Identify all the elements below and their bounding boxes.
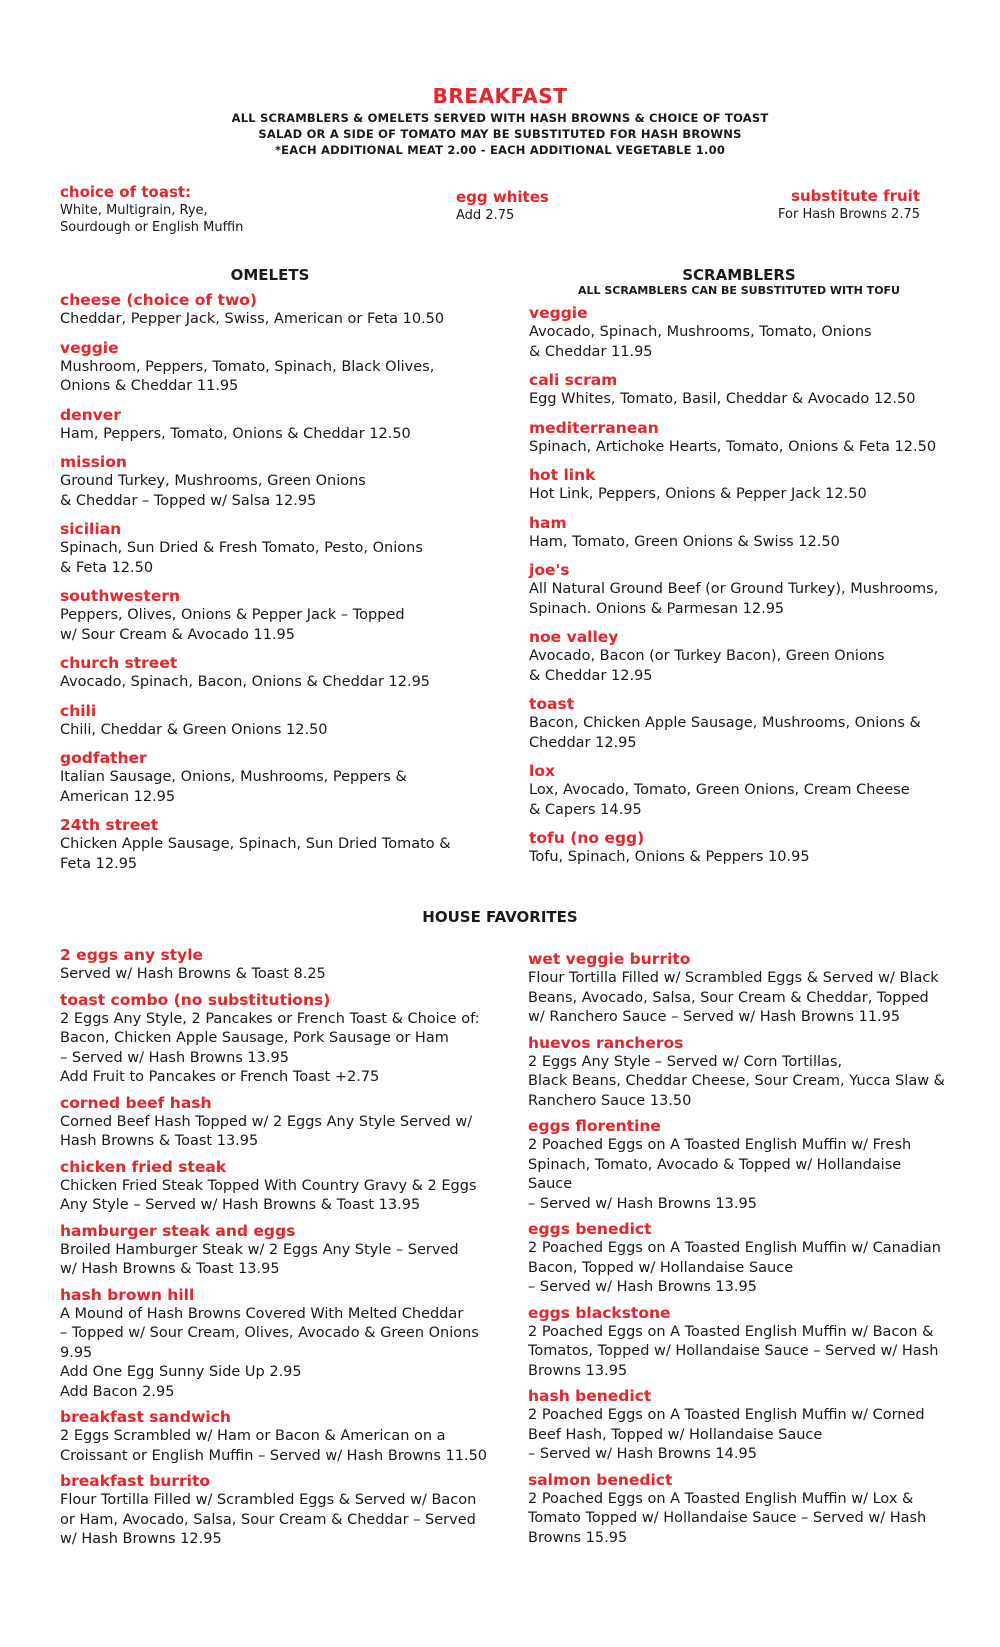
menu-item-description: Flour Tortilla Filled w/ Scrambled Eggs & Served w/ Bacon or Ham, Avocado, Salsa, Sour Cream & Cheddar – Served w/ Hash Browns 12.95 <box>60 1492 477 1547</box>
menu-item-name: corned beef hash <box>60 1093 212 1112</box>
menu-item-description: Avocado, Spinach, Mushrooms, Tomato, Onions & Cheddar 11.95 <box>529 324 872 360</box>
menu-item-description: All Natural Ground Beef (or Ground Turkey), Mushrooms, Spinach. Onions & Parmesan 12.95 <box>529 581 939 617</box>
menu-item <box>529 828 949 868</box>
menu-item-description: Mushroom, Peppers, Tomato, Spinach, Black Olives, Onions & Cheddar 11.95 <box>60 358 435 394</box>
menu-item <box>529 465 949 505</box>
menu-item-description: Ham, Tomato, Green Onions & Swiss 12.50 <box>529 533 840 550</box>
menu-item <box>528 1116 948 1214</box>
menu-item-description: Ham, Peppers, Tomato, Onions & Cheddar 12.50 <box>60 425 411 442</box>
menu-item-name: veggie <box>60 338 119 357</box>
menu-item-description: 2 Eggs Any Style – Served w/ Corn Tortillas, Black Beans, Cheddar Cheese, Sour Cream, Yucca Slaw & Ranchero Sauce 13.50 <box>528 1053 945 1109</box>
menu-item-description: 2 Poached Eggs on A Toasted English Muffin w/ Bacon & Tomatos, Topped w/ Hollandaise Sauce – Served w/ Hash Browns 13.95 <box>528 1323 939 1379</box>
menu-item-description: 2 Poached Eggs on A Toasted English Muffin w/ Lox & Tomato Topped w/ Hollandaise Sauce – Served w/ Hash Browns 15.95 <box>528 1490 927 1546</box>
menu-item <box>528 949 948 1028</box>
menu-item-description: Tofu, Spinach, Onions & Peppers 10.95 <box>529 849 810 865</box>
menu-item-description: 2 Poached Eggs on A Toasted English Muffin w/ Canadian Bacon, Topped w/ Hollandaise Sauce – Served w/ Hash Browns 13.95 <box>528 1240 942 1295</box>
menu-item-description: Italian Sausage, Onions, Mushrooms, Peppers & American 12.95 <box>60 769 407 805</box>
menu-item <box>529 761 949 820</box>
menu-item-name: toast combo (no substitutions) <box>60 990 331 1009</box>
section-heading: OMELETS <box>230 266 310 284</box>
menu-item <box>60 701 480 741</box>
menu-item-description: Bacon, Chicken Apple Sausage, Mushrooms, Onions & Cheddar 12.95 <box>529 715 921 751</box>
menu-item-name: church street <box>60 654 178 672</box>
menu-item-name: 2 eggs any style <box>60 946 204 964</box>
option-title: choice of toast: <box>60 183 192 201</box>
menu-item-name: eggs blackstone <box>528 1303 671 1322</box>
menu-item <box>60 405 480 445</box>
omelets-list <box>60 290 480 874</box>
menu-item-description: Corned Beef Hash Topped w/ 2 Eggs Any Style Served w/ Hash Browns & Toast 13.95 <box>60 1113 473 1149</box>
menu-item-name: chili <box>60 701 97 720</box>
section-note: ALL SCRAMBLERS CAN BE SUBSTITUTED WITH TOFU <box>577 284 900 297</box>
option-desc: For Hash Browns 2.75 <box>778 207 920 222</box>
menu-item <box>528 1386 948 1465</box>
menu-item-name: hash brown hill <box>60 1285 195 1304</box>
menu-item-name: joe's <box>529 561 570 579</box>
menu-item-name: wet veggie burrito <box>528 950 691 968</box>
header-note-3: *EACH ADDITIONAL MEAT 2.00 - EACH ADDITIONAL VEGETABLE 1.00 <box>274 143 726 157</box>
menu-item-description: Chicken Fried Steak Topped With Country Gravy & 2 Eggs Any Style – Served w/ Hash Browns & Toast 13.95 <box>60 1177 477 1213</box>
menu-item <box>60 990 500 1088</box>
menu-item-name: huevos rancheros <box>528 1033 684 1052</box>
menu-item-description: Egg Whites, Tomato, Basil, Cheddar & Avocado 12.50 <box>529 391 916 407</box>
menu-item <box>60 452 480 511</box>
menu-item <box>60 519 480 578</box>
menu-item-description: A Mound of Hash Browns Covered With Melted Cheddar – Topped w/ Sour Cream, Olives, Avocado & Green Onions 9.95 Add One Egg Sunny Side Up 2.95 Add Bacon 2.95 <box>60 1305 479 1400</box>
menu-item <box>60 1221 500 1280</box>
menu-item-description: Cheddar, Pepper Jack, Swiss, American or Feta 10.50 <box>60 311 445 327</box>
menu-item-description: Hot Link, Peppers, Onions & Pepper Jack 12.50 <box>529 486 867 502</box>
menu-item-name: chicken fried steak <box>60 1157 227 1176</box>
menu-item-description: 2 Poached Eggs on A Toasted English Muffin w/ Fresh Spinach, Tomato, Avocado & Topped w/ Hollandaise Sauce – Served w/ Hash Browns 13.95 <box>528 1137 912 1212</box>
menu-item <box>60 945 500 985</box>
menu-item <box>528 1219 948 1298</box>
option-desc: White, Multigrain, Rye, Sourdough or English Muffin <box>60 203 244 235</box>
menu-item-name: mediterranean <box>529 418 659 437</box>
menu-item-description: Served w/ Hash Browns & Toast 8.25 <box>60 966 326 982</box>
menu-item-description: Broiled Hamburger Steak w/ 2 Eggs Any Style – Served w/ Hash Browns & Toast 13.95 <box>60 1241 459 1277</box>
menu-item-name: eggs benedict <box>528 1220 652 1238</box>
menu-item-description: Flour Tortilla Filled w/ Scrambled Eggs & Served w/ Black Beans, Avocado, Salsa, Sour Cream & Cheddar, Topped w/ Ranchero Sauce – Served w/ Hash Browns 11.95 <box>528 970 939 1025</box>
menu-item-name: cheese (choice of two) <box>60 291 257 309</box>
favorites-list-right <box>528 949 948 1548</box>
menu-item <box>528 1470 948 1549</box>
menu-item <box>529 560 949 619</box>
menu-item <box>529 303 949 362</box>
omelets-section <box>60 266 480 882</box>
option-choice-of-toast <box>60 183 300 236</box>
menu-item-description: 2 Eggs Any Style, 2 Pancakes or French Toast & Choice of: Bacon, Chicken Apple Sausage, Pork Sausage or Ham – Served w/ Hash Browns 13.95 Add Fruit to Pancakes or French Toast +2.75 <box>60 1010 480 1085</box>
menu-item-description: Avocado, Spinach, Bacon, Onions & Cheddar 12.95 <box>60 674 431 690</box>
menu-item-description: Chicken Apple Sausage, Spinach, Sun Dried Tomato & Feta 12.95 <box>60 836 451 872</box>
scramblers-section <box>529 266 949 876</box>
menu-item-name: denver <box>60 405 121 424</box>
menu-item-name: breakfast sandwich <box>60 1408 231 1426</box>
menu-item <box>529 694 949 753</box>
menu-item-description: Ground Turkey, Mushrooms, Green Onions & Cheddar – Topped w/ Salsa 12.95 <box>60 473 366 509</box>
menu-item-name: godfather <box>60 749 147 767</box>
menu-item-name: veggie <box>529 304 588 322</box>
menu-item-description: 2 Eggs Scrambled w/ Ham or Bacon & American on a Croissant or English Muffin – Served w/ Hash Browns 11.50 <box>60 1428 488 1464</box>
menu-item-name: hot link <box>529 466 596 484</box>
menu-item-name: eggs florentine <box>528 1117 661 1135</box>
menu-item <box>529 513 949 553</box>
section-heading: HOUSE FAVORITES <box>422 908 578 926</box>
scramblers-list <box>529 303 949 868</box>
menu-item <box>60 1285 500 1403</box>
menu-item-name: sicilian <box>60 520 122 538</box>
section-heading: SCRAMBLERS <box>682 266 796 284</box>
menu-item-description: Spinach, Sun Dried & Fresh Tomato, Pesto, Onions & Feta 12.50 <box>60 540 423 576</box>
option-title: substitute fruit <box>791 187 920 205</box>
menu-item-name: mission <box>60 453 127 471</box>
option-substitute-fruit <box>680 187 920 223</box>
menu-item-name: salmon benedict <box>528 1470 673 1489</box>
menu-item <box>60 290 480 330</box>
page-title: BREAKFAST <box>432 84 568 108</box>
menu-item-name: tofu (no egg) <box>529 829 645 847</box>
menu-item <box>60 748 480 807</box>
menu-item-name: hamburger steak and eggs <box>60 1221 296 1240</box>
menu-item <box>60 1093 500 1152</box>
menu-item-name: 24th street <box>60 816 159 834</box>
menu-item <box>529 418 949 458</box>
menu-item <box>60 1471 500 1550</box>
menu-item-name: ham <box>529 513 567 532</box>
menu-item <box>60 653 480 693</box>
menu-item-description: Avocado, Bacon (or Turkey Bacon), Green Onions & Cheddar 12.95 <box>529 648 885 684</box>
menu-item-description: 2 Poached Eggs on A Toasted English Muffin w/ Corned Beef Hash, Topped w/ Hollandaise Sauce – Served w/ Hash Browns 14.95 <box>528 1407 925 1462</box>
menu-item <box>529 370 949 410</box>
menu-item-name: southwestern <box>60 587 181 605</box>
menu-item <box>60 338 480 397</box>
menu-item <box>529 627 949 686</box>
favorites-list-left <box>60 945 500 1550</box>
menu-item-name: hash benedict <box>528 1387 652 1405</box>
favorites-right-column <box>528 949 948 1553</box>
header-note-2: SALAD OR A SIDE OF TOMATO MAY BE SUBSTITUTED FOR HASH BROWNS <box>258 127 742 141</box>
option-title: egg whites <box>456 188 549 206</box>
menu-item-name: toast <box>529 695 575 713</box>
menu-item-description: Spinach, Artichoke Hearts, Tomato, Onions & Feta 12.50 <box>529 438 937 455</box>
favorites-left-column <box>60 945 500 1555</box>
menu-item <box>60 1157 500 1216</box>
menu-item-name: cali scram <box>529 371 618 389</box>
option-desc: Add 2.75 <box>456 208 515 223</box>
menu-item <box>528 1303 948 1382</box>
menu-item <box>60 1407 500 1466</box>
menu-item <box>60 815 480 874</box>
menu-item-name: lox <box>529 762 555 780</box>
menu-item-name: noe valley <box>529 628 619 646</box>
menu-item <box>60 586 480 645</box>
menu-item-name: breakfast burrito <box>60 1472 211 1490</box>
header-note-1: ALL SCRAMBLERS & OMELETS SERVED WITH HASH BROWNS & CHOICE OF TOAST <box>231 111 769 125</box>
option-egg-whites <box>456 188 656 224</box>
menu-item-description: Lox, Avocado, Tomato, Green Onions, Cream Cheese & Capers 14.95 <box>529 782 910 818</box>
menu-item-description: Chili, Cheddar & Green Onions 12.50 <box>60 721 328 738</box>
menu-item-description: Peppers, Olives, Onions & Pepper Jack – Topped w/ Sour Cream & Avocado 11.95 <box>60 607 405 643</box>
menu-item <box>528 1033 948 1112</box>
